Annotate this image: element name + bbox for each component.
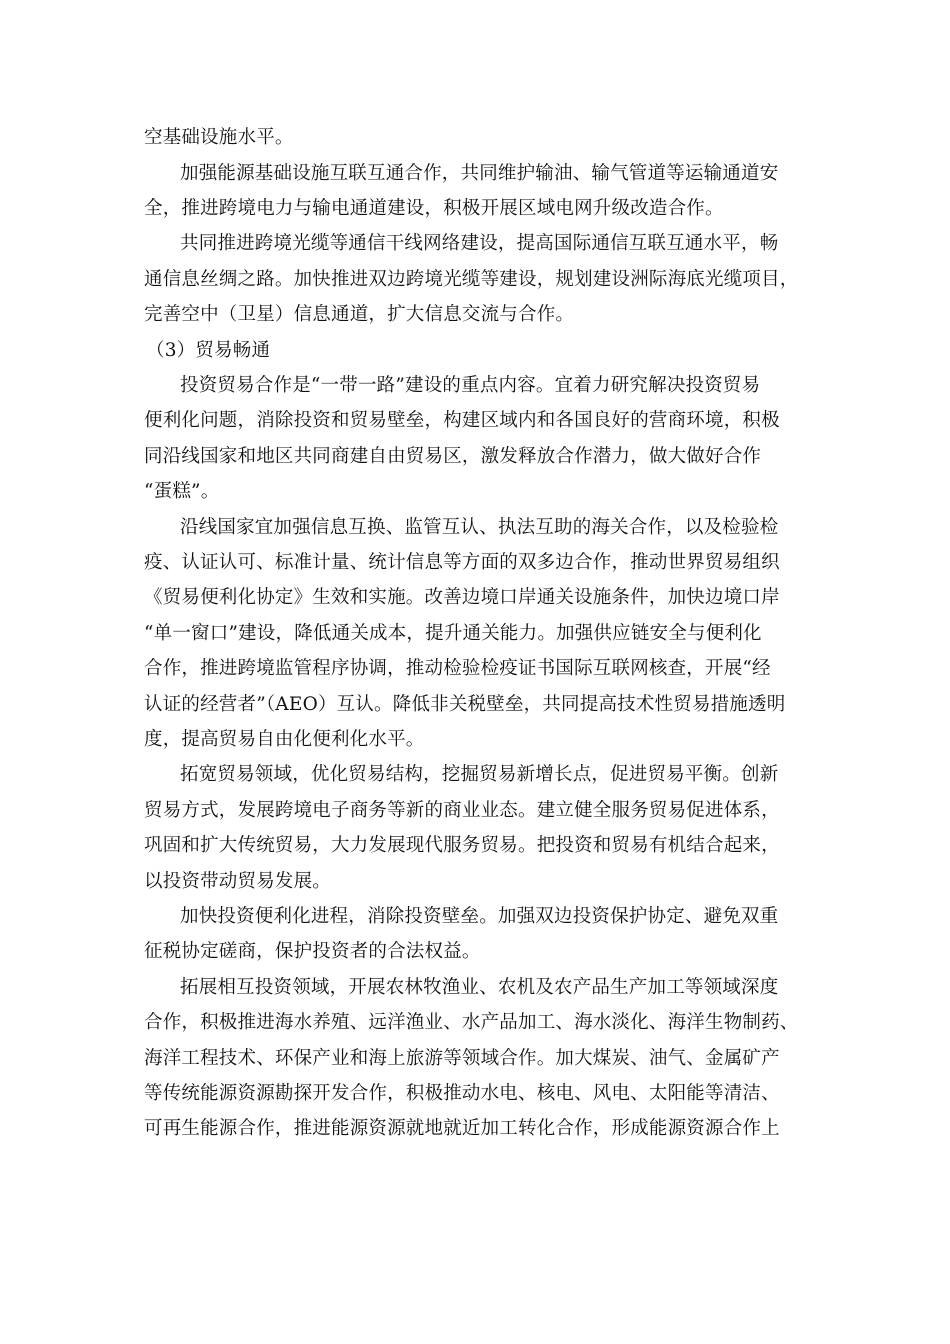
text-line: 度，提高贸易自由化便利化水平。	[144, 729, 425, 750]
text-line: 巩固和扩大传统贸易，大力发展现代服务贸易。把投资和贸易有机结合起来，	[144, 835, 780, 856]
paragraph-first-line: 加强能源基础设施互联互通合作，共同维护输油、输气管道等运输通道安	[180, 163, 779, 184]
text-line: 全，推进跨境电力与输电通道建设，积极开展区域电网升级改造合作。	[144, 198, 724, 219]
text-line: 海洋工程技术、环保产业和海上旅游等领域合作。加大煤炭、油气、金属矿产	[144, 1048, 780, 1069]
text-line: “单一窗口”建设，降低通关成本，提升通关能力。加强供应链安全与便利化	[144, 623, 762, 644]
text-line: 认证的经营者”（AEO）互认。降低非关税壁垒，共同提高技术性贸易措施透明	[144, 694, 786, 715]
text-line: 空基础设施水平。	[144, 127, 294, 148]
section-heading: （3）贸易畅通	[146, 340, 271, 361]
paragraph-first-line: 拓展相互投资领域，开展农林牧渔业、农机及农产品生产加工等领域深度	[180, 977, 779, 998]
text-line: 《贸易便利化协定》生效和实施。改善边境口岸通关设施条件，加快边境口岸	[144, 587, 780, 608]
text-line: 同沿线国家和地区共同商建自由贸易区，激发释放合作潜力，做大做好合作	[144, 446, 762, 467]
text-line: 通信息丝绸之路。加快推进双边跨境光缆等建设，规划建设洲际海底光缆项目，	[144, 269, 799, 290]
text-line: 等传统能源资源勘探开发合作，积极推动水电、核电、风电、太阳能等清洁、	[144, 1083, 780, 1104]
paragraph-first-line: 加快投资便利化进程，消除投资壁垒。加强双边投资保护协定、避免双重	[180, 906, 779, 927]
text-line: “蛋糕”。	[144, 481, 220, 502]
text-line: 合作，推进跨境监管程序协调，推动检验检疫证书国际互联网核查，开展“经	[144, 658, 771, 679]
text-line: 以投资带动贸易发展。	[144, 871, 332, 892]
paragraph-first-line: 拓宽贸易领域，优化贸易结构，挖掘贸易新增长点，促进贸易平衡。创新	[180, 764, 779, 785]
text-line: 征税协定磋商，保护投资者的合法权益。	[144, 941, 481, 962]
paragraph-first-line: 共同推进跨境光缆等通信干线网络建设，提高国际通信互联互通水平，畅	[180, 233, 779, 254]
text-line: 贸易方式，发展跨境电子商务等新的商业业态。建立健全服务贸易促进体系，	[144, 800, 780, 821]
text-line: 便利化问题，消除投资和贸易壁垒，构建区域内和各国良好的营商环境，积极	[144, 410, 780, 431]
text-line: 完善空中（卫星）信息通道，扩大信息交流与合作。	[144, 304, 575, 325]
text-line: 可再生能源合作，推进能源资源就地就近加工转化合作，形成能源资源合作上	[144, 1118, 780, 1139]
text-line: 合作，积极推进海水养殖、远洋渔业、水产品加工、海水淡化、海洋生物制药、	[144, 1012, 799, 1033]
paragraph-first-line: 投资贸易合作是“一带一路”建设的重点内容。宜着力研究解决投资贸易	[180, 375, 761, 396]
paragraph-first-line: 沿线国家宜加强信息互换、监管互认、执法互助的海关合作，以及检验检	[180, 517, 779, 538]
text-line: 疫、认证认可、标准计量、统计信息等方面的双多边合作，推动世界贸易组织	[144, 552, 780, 573]
